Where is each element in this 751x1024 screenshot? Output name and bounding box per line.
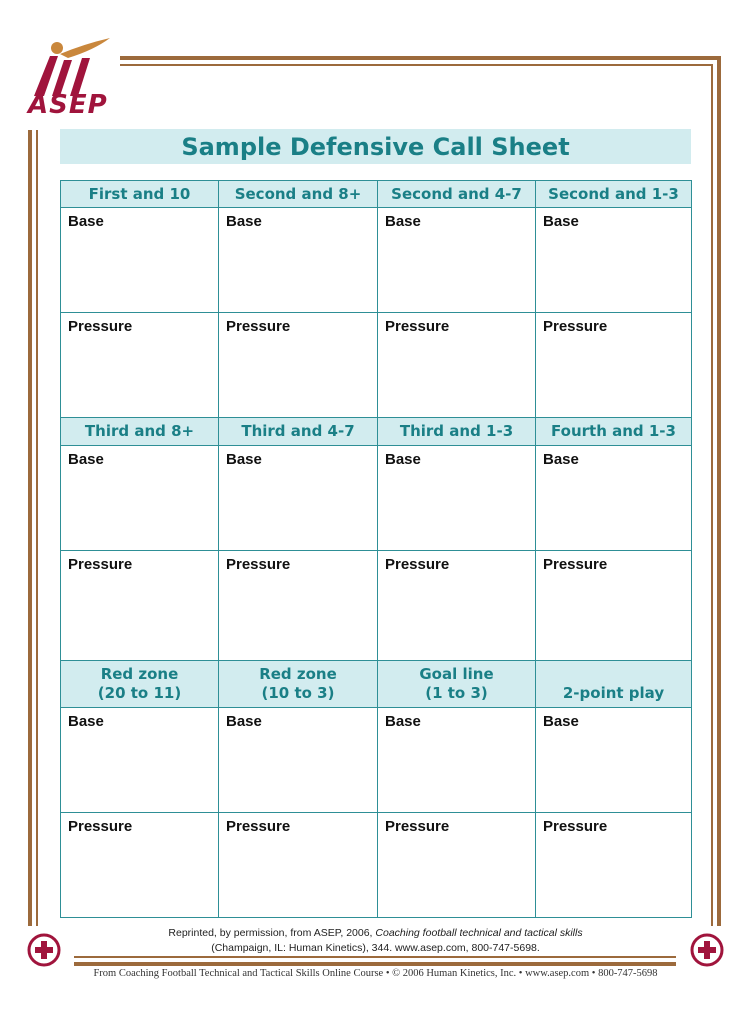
pressure-cell[interactable] xyxy=(61,313,219,418)
base-cell[interactable] xyxy=(61,208,219,313)
base-label: Base xyxy=(543,213,579,230)
section-header xyxy=(536,661,692,708)
asep-logo-text: ASEP xyxy=(28,90,108,120)
header-row xyxy=(61,418,692,446)
credit-line-2: (Champaign, IL: Human Kinetics), 344. www.asep.com, 800-747-5698. xyxy=(211,942,540,954)
base-cell[interactable] xyxy=(61,708,219,813)
credit-prefix: Reprinted, by permission, from ASEP, 2006, xyxy=(168,927,373,939)
base-cell[interactable] xyxy=(536,446,692,551)
section-header: Second and 4-7 xyxy=(378,181,536,208)
base-label: Base xyxy=(68,713,104,730)
reprint-credit xyxy=(60,926,691,956)
pressure-label: Pressure xyxy=(68,818,133,835)
pressure-row xyxy=(61,813,692,918)
section-header xyxy=(219,661,378,708)
pressure-cell[interactable] xyxy=(378,551,536,661)
base-label: Base xyxy=(385,713,421,730)
header-line-1: Red zone xyxy=(100,665,179,683)
pressure-row xyxy=(61,551,692,661)
base-label: Base xyxy=(226,451,262,468)
pressure-cell[interactable] xyxy=(378,313,536,418)
header-row xyxy=(61,181,692,208)
base-row xyxy=(61,446,692,551)
section-header: Third and 8+ xyxy=(61,418,219,446)
pressure-cell[interactable] xyxy=(536,313,692,418)
section-header: Fourth and 1-3 xyxy=(536,418,692,446)
base-cell[interactable] xyxy=(219,208,378,313)
base-label: Base xyxy=(226,213,262,230)
pressure-label: Pressure xyxy=(385,556,450,573)
base-cell[interactable] xyxy=(378,708,536,813)
header-line-2: (20 to 11) xyxy=(97,684,182,702)
base-cell[interactable] xyxy=(536,208,692,313)
pressure-cell[interactable] xyxy=(378,813,536,918)
header-line-1: Goal line xyxy=(419,665,494,683)
base-label: Base xyxy=(226,713,262,730)
section-header: First and 10 xyxy=(61,181,219,208)
pressure-cell[interactable] xyxy=(536,813,692,918)
header-line-2: (10 to 3) xyxy=(261,684,335,702)
pressure-cell[interactable] xyxy=(219,551,378,661)
base-label: Base xyxy=(543,713,579,730)
base-cell[interactable] xyxy=(536,708,692,813)
title-bar xyxy=(60,129,691,164)
base-cell[interactable] xyxy=(219,446,378,551)
pressure-label: Pressure xyxy=(226,818,291,835)
base-label: Base xyxy=(543,451,579,468)
header-row xyxy=(61,661,692,708)
header-line-2: (1 to 3) xyxy=(425,684,488,702)
pressure-cell[interactable] xyxy=(61,813,219,918)
pressure-cell[interactable] xyxy=(536,551,692,661)
pressure-label: Pressure xyxy=(226,318,291,335)
pressure-label: Pressure xyxy=(385,318,450,335)
pressure-label: Pressure xyxy=(226,556,291,573)
pressure-label: Pressure xyxy=(543,818,608,835)
base-label: Base xyxy=(68,451,104,468)
plus-circle-icon xyxy=(26,932,62,968)
section-header: Third and 1-3 xyxy=(378,418,536,446)
pressure-label: Pressure xyxy=(68,318,133,335)
base-row xyxy=(61,708,692,813)
pressure-label: Pressure xyxy=(543,556,608,573)
base-cell[interactable] xyxy=(378,208,536,313)
section-header: Third and 4-7 xyxy=(219,418,378,446)
pressure-cell[interactable] xyxy=(219,813,378,918)
base-cell[interactable] xyxy=(378,446,536,551)
pressure-cell[interactable] xyxy=(219,313,378,418)
base-cell[interactable] xyxy=(61,446,219,551)
header-line-2: 2-point play xyxy=(562,684,665,702)
base-cell[interactable] xyxy=(219,708,378,813)
section-header: Second and 8+ xyxy=(219,181,378,208)
section-header xyxy=(61,661,219,708)
page-footer: From Coaching Football Technical and Tactical Skills Online Course • © 2006 Human Kinetics, Inc. • www.asep.com • 800-747-5698 xyxy=(93,968,658,979)
section-header: Second and 1-3 xyxy=(536,181,692,208)
base-row xyxy=(61,208,692,313)
call-sheet-grid xyxy=(60,180,692,918)
base-label: Base xyxy=(68,213,104,230)
base-label: Base xyxy=(385,451,421,468)
header-line-1: Red zone xyxy=(259,665,337,683)
pressure-label: Pressure xyxy=(385,818,450,835)
pressure-row xyxy=(61,313,692,418)
pressure-label: Pressure xyxy=(543,318,608,335)
pressure-label: Pressure xyxy=(68,556,133,573)
plus-circle-icon xyxy=(689,932,725,968)
credit-book-title: Coaching football technical and tactical skills xyxy=(375,927,583,939)
page-title: Sample Defensive Call Sheet xyxy=(181,132,570,161)
section-header xyxy=(378,661,536,708)
pressure-cell[interactable] xyxy=(61,551,219,661)
base-label: Base xyxy=(385,213,421,230)
